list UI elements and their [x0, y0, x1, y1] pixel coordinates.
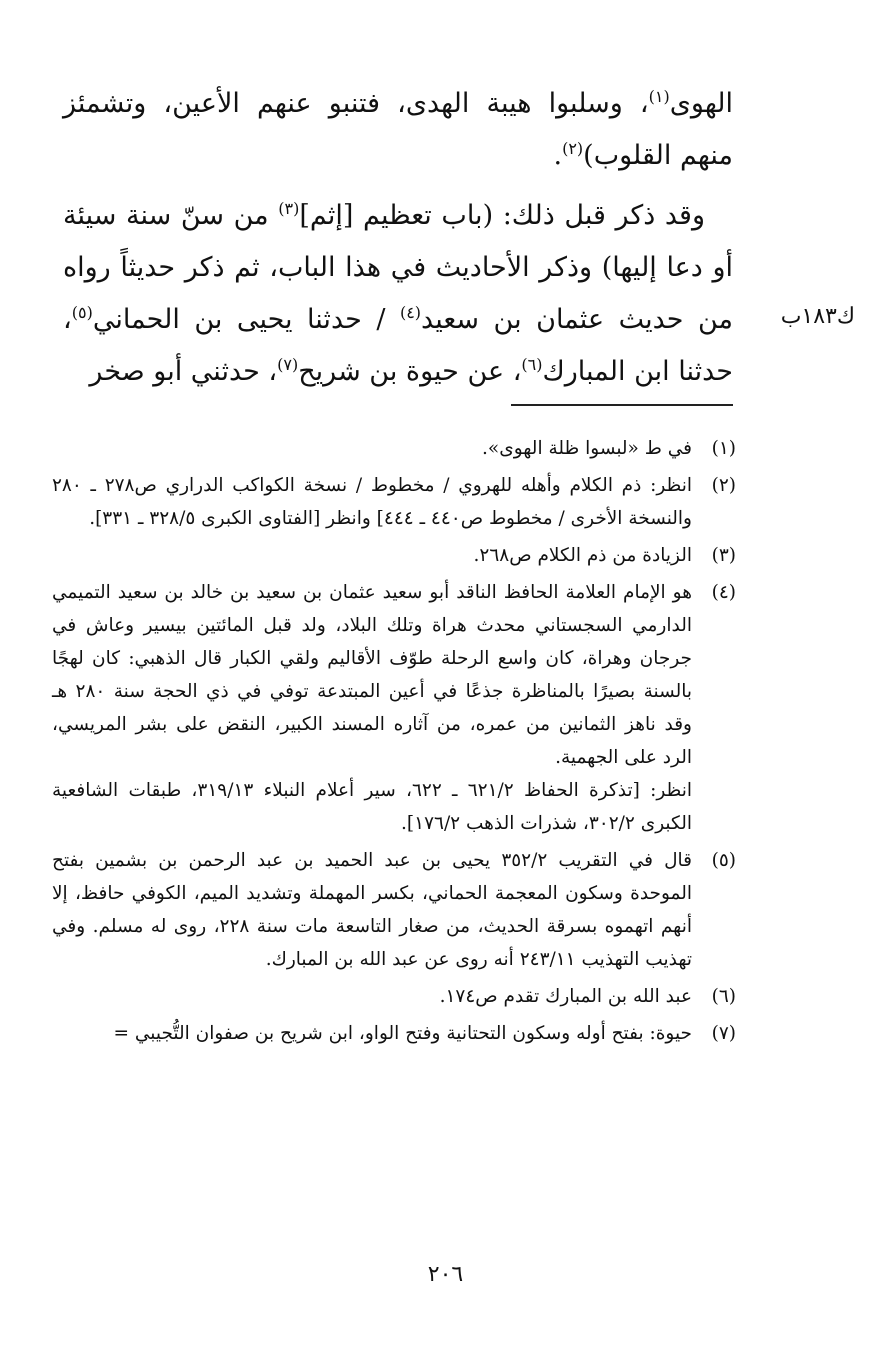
footnote-text: قال في التقريب ٣٥٢/٢ يحيى بن عبد الحميد بن عبد الرحمن بن بشمين بفتح الموحدة وسكون المعجمة الحماني، بكسر المهملة وتشديد الميم، الكوفي حافظ، إلا أنهم اتهموه بسرقة الحديث، من صغار التاسعة مات سنة ٢٢٨، روى له مسلم. وفي تهذيب التهذيب ٢٤٣/١١ أنه روى عن عبد الله بن المبارك.: [52, 850, 692, 970]
footnote-ref-2: (٢): [562, 139, 584, 158]
text-segment: ، عن حيوة بن شريح: [298, 356, 522, 387]
footnote-3: [52, 539, 736, 572]
footnote-2: [52, 469, 736, 535]
footnote-ref-1: (١): [648, 87, 670, 106]
text-segment: الهوى: [669, 88, 733, 119]
footnote-text: في ط «لبسوا ظلة الهوى».: [482, 438, 692, 459]
footnote-number: (٤): [711, 582, 736, 603]
footnote-number: (١): [711, 438, 736, 459]
footnote-ref-6: (٦): [521, 355, 543, 374]
footnote-6: [52, 980, 736, 1013]
page-number: ٢٠٦: [427, 1262, 464, 1287]
text-segment: وقد ذكر قبل ذلك: (باب تعظيم [إثم]: [299, 200, 705, 231]
footnote-7: [52, 1017, 736, 1050]
footnote-number: (٥): [711, 850, 736, 871]
footnote-number: (٣): [711, 545, 736, 566]
footnote-ref-5: (٥): [71, 303, 93, 322]
main-paragraph-2: [63, 190, 733, 398]
footnote-text: انظر: ذم الكلام وأهله للهروي / مخطوط / نسخة الكواكب الدراري ص٢٧٨ ـ ٢٨٠ والنسخة الأخرى / مخطوط ص٤٤٠ ـ ٤٤٤] وانظر [الفتاوى الكبرى ٣٢٨/٥ ـ ٣٣١].: [52, 475, 692, 529]
text-segment: ، حدثنا ابن المبارك: [63, 304, 733, 387]
footnote-number: (٦): [711, 986, 736, 1007]
footnotes: [52, 432, 736, 1054]
text-segment: .: [553, 140, 563, 171]
footnote-text: حيوة: بفتح أوله وسكون التحتانية وفتح الواو، ابن شريح بن صفوان التُّجيبي =: [113, 1023, 692, 1044]
footnote-5: [52, 844, 736, 976]
footnote-text: عبد الله بن المبارك تقدم ص١٧٤.: [439, 986, 692, 1007]
footnote-ref-7: (٧): [277, 355, 299, 374]
text-segment: / حدثنا يحيى بن الحماني: [92, 304, 400, 335]
footnote-number: (٢): [711, 475, 736, 496]
margin-manuscript-reference: ك١٨٣ب: [780, 304, 855, 329]
footnote-references: انظر: [تذكرة الحفاظ ٦٢١/٢ ـ ٦٢٢، سير أعلام النبلاء ٣١٩/١٣، طبقات الشافعية الكبرى ٣٠٢/٢، شذرات الذهب ١٧٦/٢].: [52, 780, 693, 834]
main-paragraph-1: [63, 78, 733, 182]
footnote-4: [52, 576, 736, 840]
footnote-ref-4: (٤): [399, 303, 422, 322]
text-segment: ، وسلبوا هيبة الهدى، فتنبو عنهم الأعين، وتشمئز منهم القلوب): [63, 88, 733, 171]
footnote-text: الزيادة من ذم الكلام ص٢٦٨.: [473, 545, 692, 566]
footnote-number: (٧): [711, 1023, 736, 1044]
footnote-text: هو الإمام العلامة الحافظ الناقد أبو سعيد عثمان بن سعيد بن خالد بن سعيد التميمي الدارمي السجستاني محدث هراة وتلك البلاد، ولد قبل المائتين بيسير وعاش في جرجان وهراة، كان واسع الرحلة طوّف الأقاليم ولقي الكبار قال الذهبي: كان لهجًا بالسنة بصيرًا بالمناظرة جذعًا في أعين المبتدعة توفي في ذي الحجة سنة ٢٨٠ هـ وقد ناهز الثمانين من عمره، من آثاره المسند الكبير، النقض على بشر المريسي، الرد على الجهمية.: [52, 582, 693, 768]
main-text: [63, 78, 733, 406]
footnote-separator: [511, 404, 733, 406]
text-segment: من سنّ سنة سيئة أو دعا إليها) وذكر الأحاديث في هذا الباب، ثم ذكر حديثاً رواه من حديث عثمان بن سعيد: [63, 200, 733, 335]
footnote-ref-3: (٣): [278, 199, 300, 218]
text-segment: ، حدثني أبو صخر: [89, 356, 278, 387]
footnote-1: [52, 432, 736, 465]
